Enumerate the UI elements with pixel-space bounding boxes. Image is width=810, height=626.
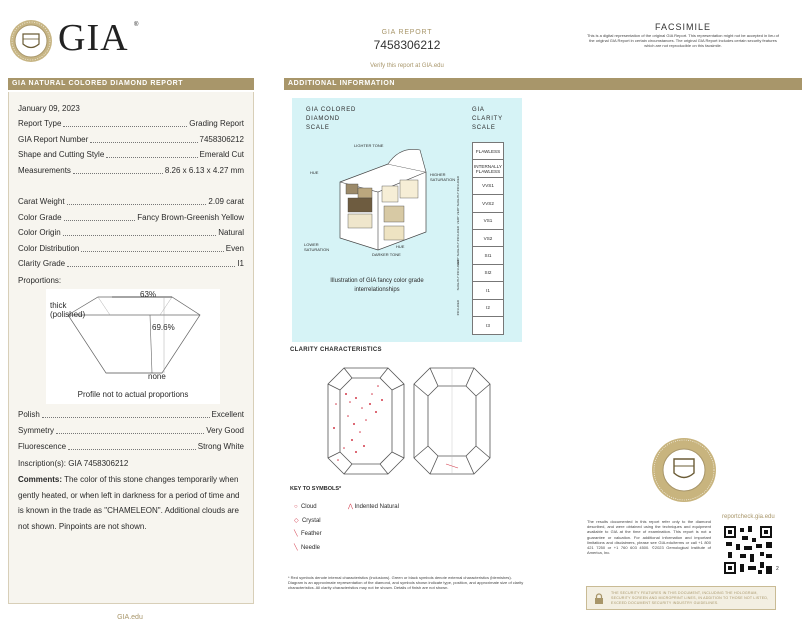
report-date: January 09, 2023 xyxy=(18,104,80,113)
color-scale-title-3: SCALE xyxy=(306,125,330,131)
clarity-grade-box: I3 xyxy=(486,323,490,329)
field-row-measurements xyxy=(18,166,244,176)
darker-tone-label: DARKER TONE xyxy=(372,252,401,257)
proportions-caption: Profile not to actual proportions xyxy=(77,390,189,399)
cloud-symbol-icon: ○ xyxy=(294,504,298,510)
field-row-color-grade xyxy=(18,213,244,223)
inscription: Inscription(s): GIA 7458306212 xyxy=(18,459,129,468)
left-section-title: GIA NATURAL COLORED DIAMOND REPORT xyxy=(8,78,254,90)
field-label: Color Origin xyxy=(18,228,61,238)
field-row-carat-weight xyxy=(18,197,244,207)
field-value: 2.09 carat xyxy=(208,197,244,206)
disclaimer: The results documented in this report refer only to the diamond described, and were obtained using the techniques and equipment available to GIA at the time of examination. This report is not a guarantee or valuation. For additional information and important limitations and disclaimers, please see GIA.edu/terms or call +1 800 421 7250 or +1 760 603 4500. ©2023 Gemological Institute of America, Inc. xyxy=(587,519,711,556)
field-row-symmetry xyxy=(18,426,244,436)
key-cloud-label: Cloud xyxy=(300,504,317,510)
field-label: Shape and Cutting Style xyxy=(18,150,105,160)
field-value: Excellent xyxy=(211,410,244,419)
clarity-grade-box: VVS1 xyxy=(473,178,503,195)
qr-code[interactable] xyxy=(722,524,774,576)
clarity-grade-box: VS1 xyxy=(473,213,503,230)
field-label: Symmetry xyxy=(18,426,54,435)
right-section-title: ADDITIONAL INFORMATION xyxy=(284,78,802,90)
depth-percent: 69.6% xyxy=(152,323,175,332)
field-label: Clarity Grade xyxy=(18,259,66,269)
higher-saturation-label: HIGHER SATURATION xyxy=(430,172,456,182)
key-footnote: * Red symbols denote internal characteristics (inclusions). Green or black symbols denote external characteristics (blemishes). Diagram is an approximate representation of the diamond, and symbols shown indicate type, position, and approximate size of clarity characteristics. All clarity characteristics may not be shown. Details of finish are not shown. xyxy=(288,575,524,591)
field-label: Fluorescence xyxy=(18,442,67,451)
dot-leader xyxy=(63,235,217,236)
verify-link[interactable]: Verify this report at GIA.edu xyxy=(370,63,444,69)
field-label: Color Distribution xyxy=(18,243,80,253)
proportions-label: Proportions: xyxy=(18,276,62,285)
clarity-plot-diagrams xyxy=(326,364,506,478)
field-row-color-distribution xyxy=(18,244,244,254)
report-label: GIA REPORT xyxy=(381,29,433,36)
clarity-group-si: SLIGHTLY INCLUDED xyxy=(456,260,460,291)
dot-leader xyxy=(73,173,163,174)
dot-leader xyxy=(81,251,223,252)
key-feather xyxy=(294,528,322,542)
dot-leader xyxy=(68,449,196,450)
clarity-scale xyxy=(472,142,504,335)
clarity-grade-box: VVS2 xyxy=(473,195,503,212)
dot-leader xyxy=(56,433,204,434)
field-row-fluorescence xyxy=(18,442,244,452)
girdle-line1: thick xyxy=(50,301,67,310)
qr-index: 2 xyxy=(776,566,779,572)
field-row-gia-report-number xyxy=(18,135,244,145)
dot-leader xyxy=(42,417,210,418)
facsimile-title: FACSIMILE xyxy=(654,22,711,32)
comments xyxy=(18,472,246,534)
facsimile-text: This is a digital representation of the original GIA Report. This representation might not be accepted in lieu of the original GIA Report in certain circumstances. The original GIA Report includes certain security features which are not reproducible on this facsimile. xyxy=(586,33,780,49)
comments-text: The color of this stone changes temporarily when gently heated, or when left in darkness for a period of time and is known in the trade as "CHAMELEON". Additional clouds are not shown. Pinpoints are not shown. xyxy=(18,475,240,531)
field-row-shape-and-cutting-style xyxy=(18,150,244,160)
field-value: Very Good xyxy=(206,426,244,435)
lighter-tone-label: LIGHTER TONE xyxy=(354,143,384,148)
girdle-line2: (polished) xyxy=(50,310,86,319)
color-cube-diagram xyxy=(328,142,444,254)
field-value: I1 xyxy=(237,259,244,269)
key-needle xyxy=(294,542,322,556)
clarity-grade-box: SI2 xyxy=(473,265,503,282)
lock-icon xyxy=(593,593,605,605)
key-indented-natural-label: Indented Natural xyxy=(354,504,399,510)
needle-symbol-icon: ╲ xyxy=(294,544,298,551)
dot-leader xyxy=(63,126,187,127)
clarity-groups xyxy=(456,156,466,338)
field-value: 7458306212 xyxy=(199,134,244,144)
clarity-scale-title xyxy=(472,106,503,133)
clarity-group-i: INCLUDED xyxy=(456,300,460,316)
footer-link[interactable]: GIA.edu xyxy=(117,614,143,621)
key-feather-label: Feather xyxy=(300,531,322,537)
field-row-clarity-grade xyxy=(18,259,244,269)
color-caption: Illustration of GIA fancy color grade interrelationships xyxy=(330,278,424,293)
field-label: Color Grade xyxy=(18,212,62,222)
clarity-grade-box: I2 xyxy=(473,300,503,317)
clarity-group-vvs: VERY VERY SLIGHTLY INCLUDED xyxy=(456,176,460,225)
key-list xyxy=(294,501,322,555)
report-number-header: 7458306212 xyxy=(373,38,441,52)
inclusion-marks xyxy=(333,385,458,468)
dot-leader xyxy=(67,266,235,267)
crystal-symbol-icon: ◇ xyxy=(294,517,299,524)
key-crystal-label: Crystal xyxy=(301,517,321,524)
color-scale-title-1: GIA COLORED xyxy=(306,107,357,113)
clarity-grade-box: SI1 xyxy=(473,247,503,264)
field-label: Measurements xyxy=(18,165,71,175)
dot-leader xyxy=(90,142,197,143)
field-value: 8.26 x 6.13 x 4.27 mm xyxy=(164,165,244,175)
culet-label: none xyxy=(148,372,166,381)
key-crystal xyxy=(294,515,322,529)
brand-wordmark: GIA xyxy=(58,17,129,59)
lower-saturation-label: LOWER SATURATION xyxy=(304,242,330,252)
field-row-color-origin xyxy=(18,228,244,238)
girdle-label xyxy=(50,301,85,319)
clarity-scale-title-1: GIA xyxy=(472,107,485,113)
clarity-grade-box: INTERNALLY FLAWLESS xyxy=(473,160,503,177)
clarity-characteristics-title: CLARITY CHARACTERISTICS xyxy=(290,347,382,353)
color-scale-title xyxy=(306,106,356,133)
clarity-scale-title-3: SCALE xyxy=(472,125,496,131)
clarity-group-vs: VERY SLIGHTLY INCLUDED xyxy=(456,226,460,266)
field-value: Fancy Brown-Greenish Yellow xyxy=(137,212,244,222)
field-label: Report Type xyxy=(18,119,62,128)
field-value: Strong White xyxy=(197,442,244,451)
comments-label: Comments: xyxy=(18,475,63,484)
key-cloud xyxy=(294,501,322,515)
color-scale-title-2: DIAMOND xyxy=(306,116,340,122)
field-label: GIA Report Number xyxy=(18,134,89,144)
scales-panel xyxy=(292,98,522,342)
field-value: Even xyxy=(225,243,244,253)
registered-mark: ® xyxy=(134,22,139,28)
clarity-grade-box: FLAWLESS xyxy=(473,143,503,160)
key-needle-label: Needle xyxy=(300,544,320,551)
proportions-diagram xyxy=(46,289,220,404)
field-label: Carat Weight xyxy=(18,197,65,206)
key-title: KEY TO SYMBOLS* xyxy=(290,486,342,492)
feather-symbol-icon: ╲ xyxy=(294,531,298,537)
reportcheck-link[interactable]: reportcheck.gia.edu xyxy=(722,514,775,520)
table-percent: 63% xyxy=(140,290,157,299)
indented-natural-symbol-icon: ⋀ xyxy=(348,504,353,510)
key-indented-natural xyxy=(348,501,399,515)
gia-seal-icon xyxy=(8,18,54,64)
field-value: Grading Report xyxy=(189,119,244,128)
security-text: THE SECURITY FEATURES IN THIS DOCUMENT, INCLUDING THE HOLOGRAM, SECURITY SCREEN AND MICROPRINT LINES, IN ADDITION TO THOSE NOT LISTED, EXCEED DOCUMENT SECURITY INDUSTRY GUIDELINES. xyxy=(611,591,769,605)
dot-leader xyxy=(67,204,207,205)
clarity-scale-title-2: CLARITY xyxy=(472,116,503,122)
hue-label: HUE xyxy=(310,170,319,175)
clarity-grade-box: VS2 xyxy=(473,230,503,247)
security-box xyxy=(586,586,776,610)
qr-code-icon xyxy=(722,524,774,576)
hue-label-2: HUE xyxy=(396,244,405,249)
dot-leader xyxy=(106,157,197,158)
clarity-grade-box: I1 xyxy=(473,282,503,299)
field-row-polish xyxy=(18,410,244,420)
field-value: Natural xyxy=(218,228,244,238)
field-row-report-type xyxy=(18,119,244,129)
field-label: Polish xyxy=(18,410,40,419)
field-value: Emerald Cut xyxy=(199,150,244,160)
gia-seal-large-icon xyxy=(650,436,718,504)
dot-leader xyxy=(64,220,136,221)
